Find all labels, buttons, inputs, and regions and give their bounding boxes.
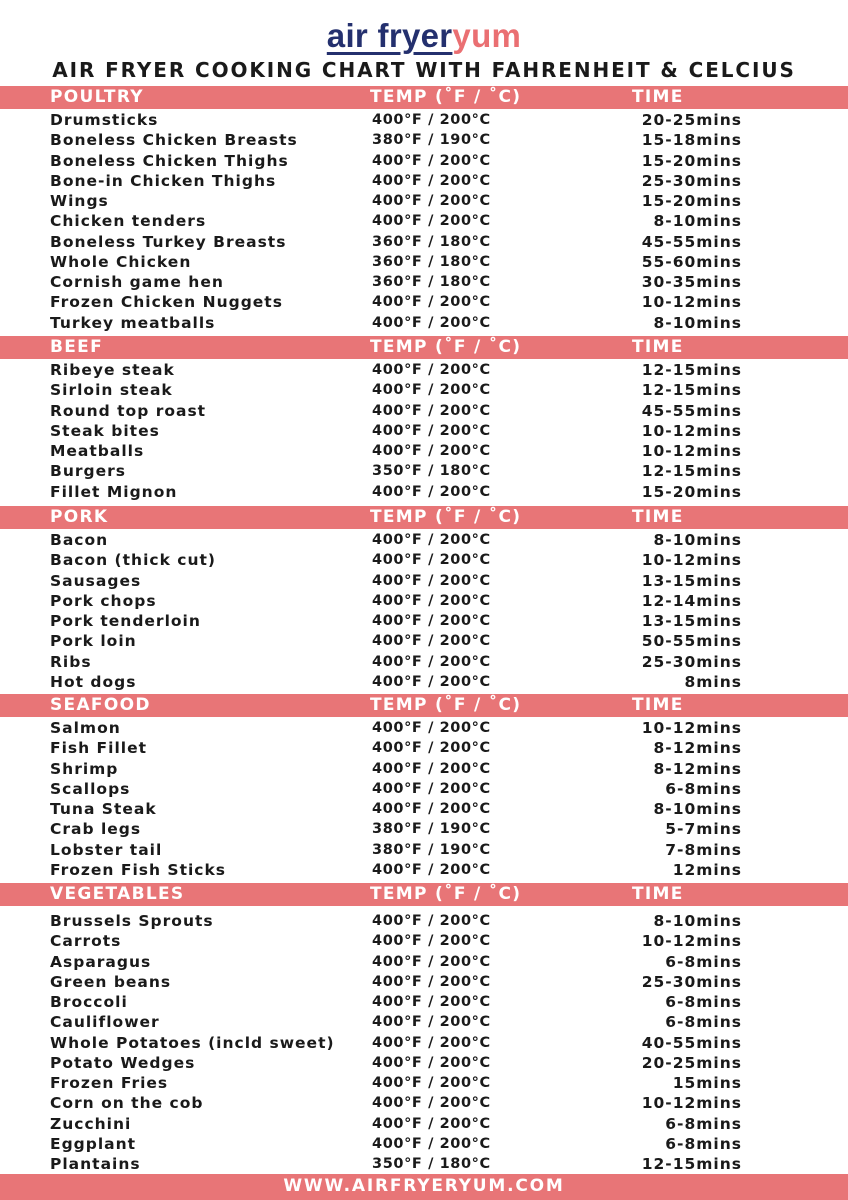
time-column-header: TIME [632,87,684,107]
cooking-temp: 380°F / 190°C [372,841,491,858]
cooking-time: 13-15mins [641,612,742,630]
food-name: Salmon [50,719,121,737]
cooking-temp: 400°F / 200°C [372,720,491,736]
cooking-temp: 400°F / 200°C [372,673,491,690]
cooking-temp: 400°F / 200°C [372,1014,491,1031]
food-name: Pork loin [50,632,137,651]
table-row [0,591,848,611]
table-row [0,631,848,651]
table-row [0,313,848,333]
table-row [0,530,848,550]
cooking-time: 15-18mins [641,131,742,150]
food-name: Green beans [50,972,172,991]
logo-part-yum: yum [452,17,522,54]
table-row [0,130,848,150]
table-row [0,401,848,421]
table-row [0,911,848,931]
cooking-time: 25-30mins [641,972,742,991]
cooking-temp: 400°F / 200°C [372,402,491,419]
cooking-temp: 400°F / 200°C [372,1115,491,1132]
section-header-seafood [0,694,848,717]
food-name: Steak bites [50,421,160,440]
food-name: Burgers [50,462,126,481]
cooking-temp: 400°F / 200°C [372,973,491,990]
cooking-temp: 400°F / 200°C [372,1054,491,1071]
cooking-time: 12-15mins [641,1155,742,1173]
table-row [0,211,848,231]
section-header-beef [0,336,848,359]
table-row [0,611,848,631]
cooking-time: 45-55mins [641,401,742,420]
section-title: BEEF [50,337,103,357]
section-title: VEGETABLES [50,884,185,904]
section-header-pork [0,506,848,529]
cooking-temp: 350°F / 180°C [372,463,491,480]
table-row [0,151,848,171]
food-name: Boneless Chicken Thighs [50,151,289,170]
cooking-time: 20-25mins [641,111,742,129]
cooking-time: 10-12mins [641,421,742,440]
temp-column-header: TEMP (˚F / ˚C) [370,337,522,357]
food-name: Round top roast [50,401,207,420]
page-title: AIR FRYER COOKING CHART WITH FAHRENHEIT & CELCIUS [52,58,796,82]
table-row [0,799,848,819]
food-name: Brussels Sprouts [50,912,214,930]
section-title: PORK [50,507,109,527]
cooking-temp: 380°F / 190°C [372,821,491,838]
table-row [0,738,848,758]
table-row [0,482,848,502]
cooking-time: 13-15mins [641,571,742,590]
cooking-temp: 400°F / 200°C [372,861,491,878]
table-row [0,1134,848,1154]
cooking-temp: 360°F / 180°C [372,233,491,250]
food-name: Fillet Mignon [50,482,178,501]
cooking-temp: 400°F / 200°C [372,443,491,459]
cooking-temp: 380°F / 190°C [372,132,491,149]
cooking-time: 30-35mins [641,273,742,291]
food-name: Zucchini [50,1114,132,1133]
food-name: Eggplant [50,1134,137,1153]
cooking-temp: 400°F / 200°C [372,213,491,230]
food-name: Drumsticks [50,111,159,129]
food-name: Frozen Fries [50,1074,169,1092]
food-name: Sausages [50,571,142,590]
cooking-time: 10-12mins [641,1094,742,1113]
table-row [0,1154,848,1174]
cooking-temp: 400°F / 200°C [372,740,491,757]
food-name: Shrimp [50,759,119,778]
table-row [0,972,848,992]
table-row [0,441,848,461]
cooking-time: 8-10mins [653,313,742,332]
food-name: Ribs [50,652,92,671]
food-name: Ribeye steak [50,361,175,379]
cooking-temp: 400°F / 200°C [372,552,491,569]
food-name: Asparagus [50,952,152,971]
food-name: Lobster tail [50,840,163,859]
brand-logo [0,16,848,56]
table-row [0,1093,848,1113]
food-name: Corn on the cob [50,1094,204,1113]
table-row [0,952,848,972]
cooking-temp: 400°F / 200°C [372,152,491,169]
food-name: Crab legs [50,820,142,839]
food-name: Boneless Chicken Breasts [50,131,298,150]
food-name: Sirloin steak [50,381,173,400]
food-name: Hot dogs [50,672,137,691]
cooking-time: 6-8mins [665,1134,742,1153]
cooking-time: 50-55mins [641,632,742,651]
cooking-temp: 400°F / 200°C [372,362,491,378]
table-row [0,252,848,272]
temp-column-header: TEMP (˚F / ˚C) [370,695,522,715]
food-name: Plantains [50,1155,141,1173]
cooking-time: 25-30mins [641,652,742,671]
time-column-header: TIME [632,884,684,904]
food-name: Scallops [50,779,131,798]
cooking-time: 15-20mins [641,192,742,210]
table-row [0,931,848,951]
table-row [0,652,848,672]
cooking-temp: 400°F / 200°C [372,1095,491,1112]
cooking-time: 10-12mins [641,442,742,460]
table-row [0,461,848,481]
cooking-time: 8mins [684,672,742,691]
cooking-time: 8-12mins [653,759,742,778]
cooking-temp: 400°F / 200°C [372,1075,491,1091]
cooking-temp: 400°F / 200°C [372,760,491,777]
table-row [0,840,848,860]
cooking-time: 12-15mins [641,361,742,379]
table-row [0,571,848,591]
time-column-header: TIME [632,507,684,527]
food-name: Wings [50,192,109,210]
cooking-temp: 400°F / 200°C [372,592,491,609]
table-row [0,232,848,252]
food-name: Tuna Steak [50,800,157,818]
cooking-temp: 400°F / 200°C [372,994,491,1010]
cooking-time: 6-8mins [665,1114,742,1133]
food-name: Potato Wedges [50,1053,196,1072]
temp-column-header: TEMP (˚F / ˚C) [370,884,522,904]
food-name: Carrots [50,932,122,951]
table-row [0,1114,848,1134]
cooking-time: 10-12mins [641,293,742,312]
cooking-temp: 400°F / 200°C [372,572,491,589]
cooking-time: 6-8mins [665,779,742,798]
cooking-time: 8-10mins [653,912,742,930]
table-row [0,272,848,292]
cooking-temp: 360°F / 180°C [372,253,491,270]
table-row [0,718,848,738]
table-row [0,380,848,400]
food-name: Frozen Chicken Nuggets [50,293,283,312]
cooking-time: 7-8mins [665,840,742,859]
temp-column-header: TEMP (˚F / ˚C) [370,87,522,107]
food-name: Whole Potatoes (incld sweet) [50,1033,335,1052]
cooking-temp: 400°F / 200°C [372,294,491,311]
cooking-temp: 400°F / 200°C [372,933,491,950]
cooking-temp: 400°F / 200°C [372,483,491,500]
cooking-temp: 400°F / 200°C [372,314,491,331]
cooking-temp: 400°F / 200°C [372,633,491,650]
food-name: Whole Chicken [50,252,192,271]
cooking-time: 10-12mins [641,719,742,737]
table-row [0,860,848,880]
cooking-time: 45-55mins [641,232,742,251]
time-column-header: TIME [632,337,684,357]
cooking-time: 12-14mins [641,591,742,610]
food-name: Frozen Fish Sticks [50,860,227,879]
cooking-time: 8-10mins [653,212,742,231]
food-name: Bacon (thick cut) [50,551,216,570]
cooking-temp: 350°F / 180°C [372,1156,491,1172]
cooking-time: 55-60mins [641,252,742,271]
cooking-temp: 400°F / 200°C [372,613,491,629]
food-name: Pork chops [50,591,157,610]
time-column-header: TIME [632,695,684,715]
cooking-time: 5-7mins [665,820,742,839]
cooking-time: 12mins [672,860,742,879]
cooking-temp: 400°F / 200°C [372,653,491,670]
section-title: SEAFOOD [50,695,151,715]
table-row [0,1073,848,1093]
cooking-temp: 400°F / 200°C [372,422,491,439]
cooking-time: 10-12mins [641,932,742,951]
table-row [0,171,848,191]
section-header-vegetables [0,883,848,906]
cooking-temp: 400°F / 200°C [372,780,491,797]
cooking-time: 8-12mins [653,739,742,758]
temp-column-header: TEMP (˚F / ˚C) [370,507,522,527]
food-name: Turkey meatballs [50,313,216,332]
cooking-temp: 400°F / 200°C [372,382,491,399]
cooking-temp: 400°F / 200°C [372,801,491,817]
food-name: Broccoli [50,993,128,1011]
section-title: POULTRY [50,87,144,107]
food-name: Bone-in Chicken Thighs [50,171,277,190]
table-row [0,779,848,799]
cooking-time: 15mins [672,1074,742,1092]
cooking-time: 6-8mins [665,1013,742,1032]
table-row [0,1033,848,1053]
cooking-time: 8-10mins [653,800,742,818]
cooking-temp: 400°F / 200°C [372,193,491,209]
table-row [0,992,848,1012]
food-name: Cornish game hen [50,273,224,291]
cooking-time: 12-15mins [641,381,742,400]
table-row [0,191,848,211]
cooking-temp: 360°F / 180°C [372,274,491,290]
food-name: Bacon [50,531,109,549]
logo-part-air-fryer: air fryer [326,17,453,54]
table-row [0,819,848,839]
cooking-temp: 400°F / 200°C [372,532,491,548]
food-name: Cauliflower [50,1013,160,1032]
food-name: Chicken tenders [50,212,207,231]
cooking-time: 25-30mins [641,171,742,190]
table-row [0,759,848,779]
table-row [0,360,848,380]
cooking-time: 6-8mins [665,993,742,1011]
table-row [0,672,848,692]
table-row [0,1012,848,1032]
food-name: Fish Fillet [50,739,148,758]
cooking-time: 20-25mins [641,1053,742,1072]
cooking-temp: 400°F / 200°C [372,913,491,929]
table-row [0,550,848,570]
cooking-time: 12-15mins [641,462,742,481]
table-row [0,1053,848,1073]
cooking-temp: 400°F / 200°C [372,172,491,189]
cooking-temp: 400°F / 200°C [372,953,491,970]
cooking-temp: 400°F / 200°C [372,1135,491,1152]
cooking-time: 6-8mins [665,952,742,971]
table-row [0,292,848,312]
cooking-temp: 400°F / 200°C [372,112,491,128]
cooking-time: 40-55mins [641,1033,742,1052]
footer-bar [0,1174,848,1200]
food-name: Pork tenderloin [50,612,201,630]
cooking-time: 10-12mins [641,551,742,570]
table-row [0,421,848,441]
cooking-temp: 400°F / 200°C [372,1034,491,1051]
cooking-time: 8-10mins [653,531,742,549]
table-row [0,110,848,130]
food-name: Boneless Turkey Breasts [50,232,287,251]
cooking-time: 15-20mins [641,482,742,501]
cooking-time: 15-20mins [641,151,742,170]
footer-url: WWW.AIRFRYERYUM.COM [283,1176,565,1196]
food-name: Meatballs [50,442,145,460]
section-header-poultry [0,86,848,109]
